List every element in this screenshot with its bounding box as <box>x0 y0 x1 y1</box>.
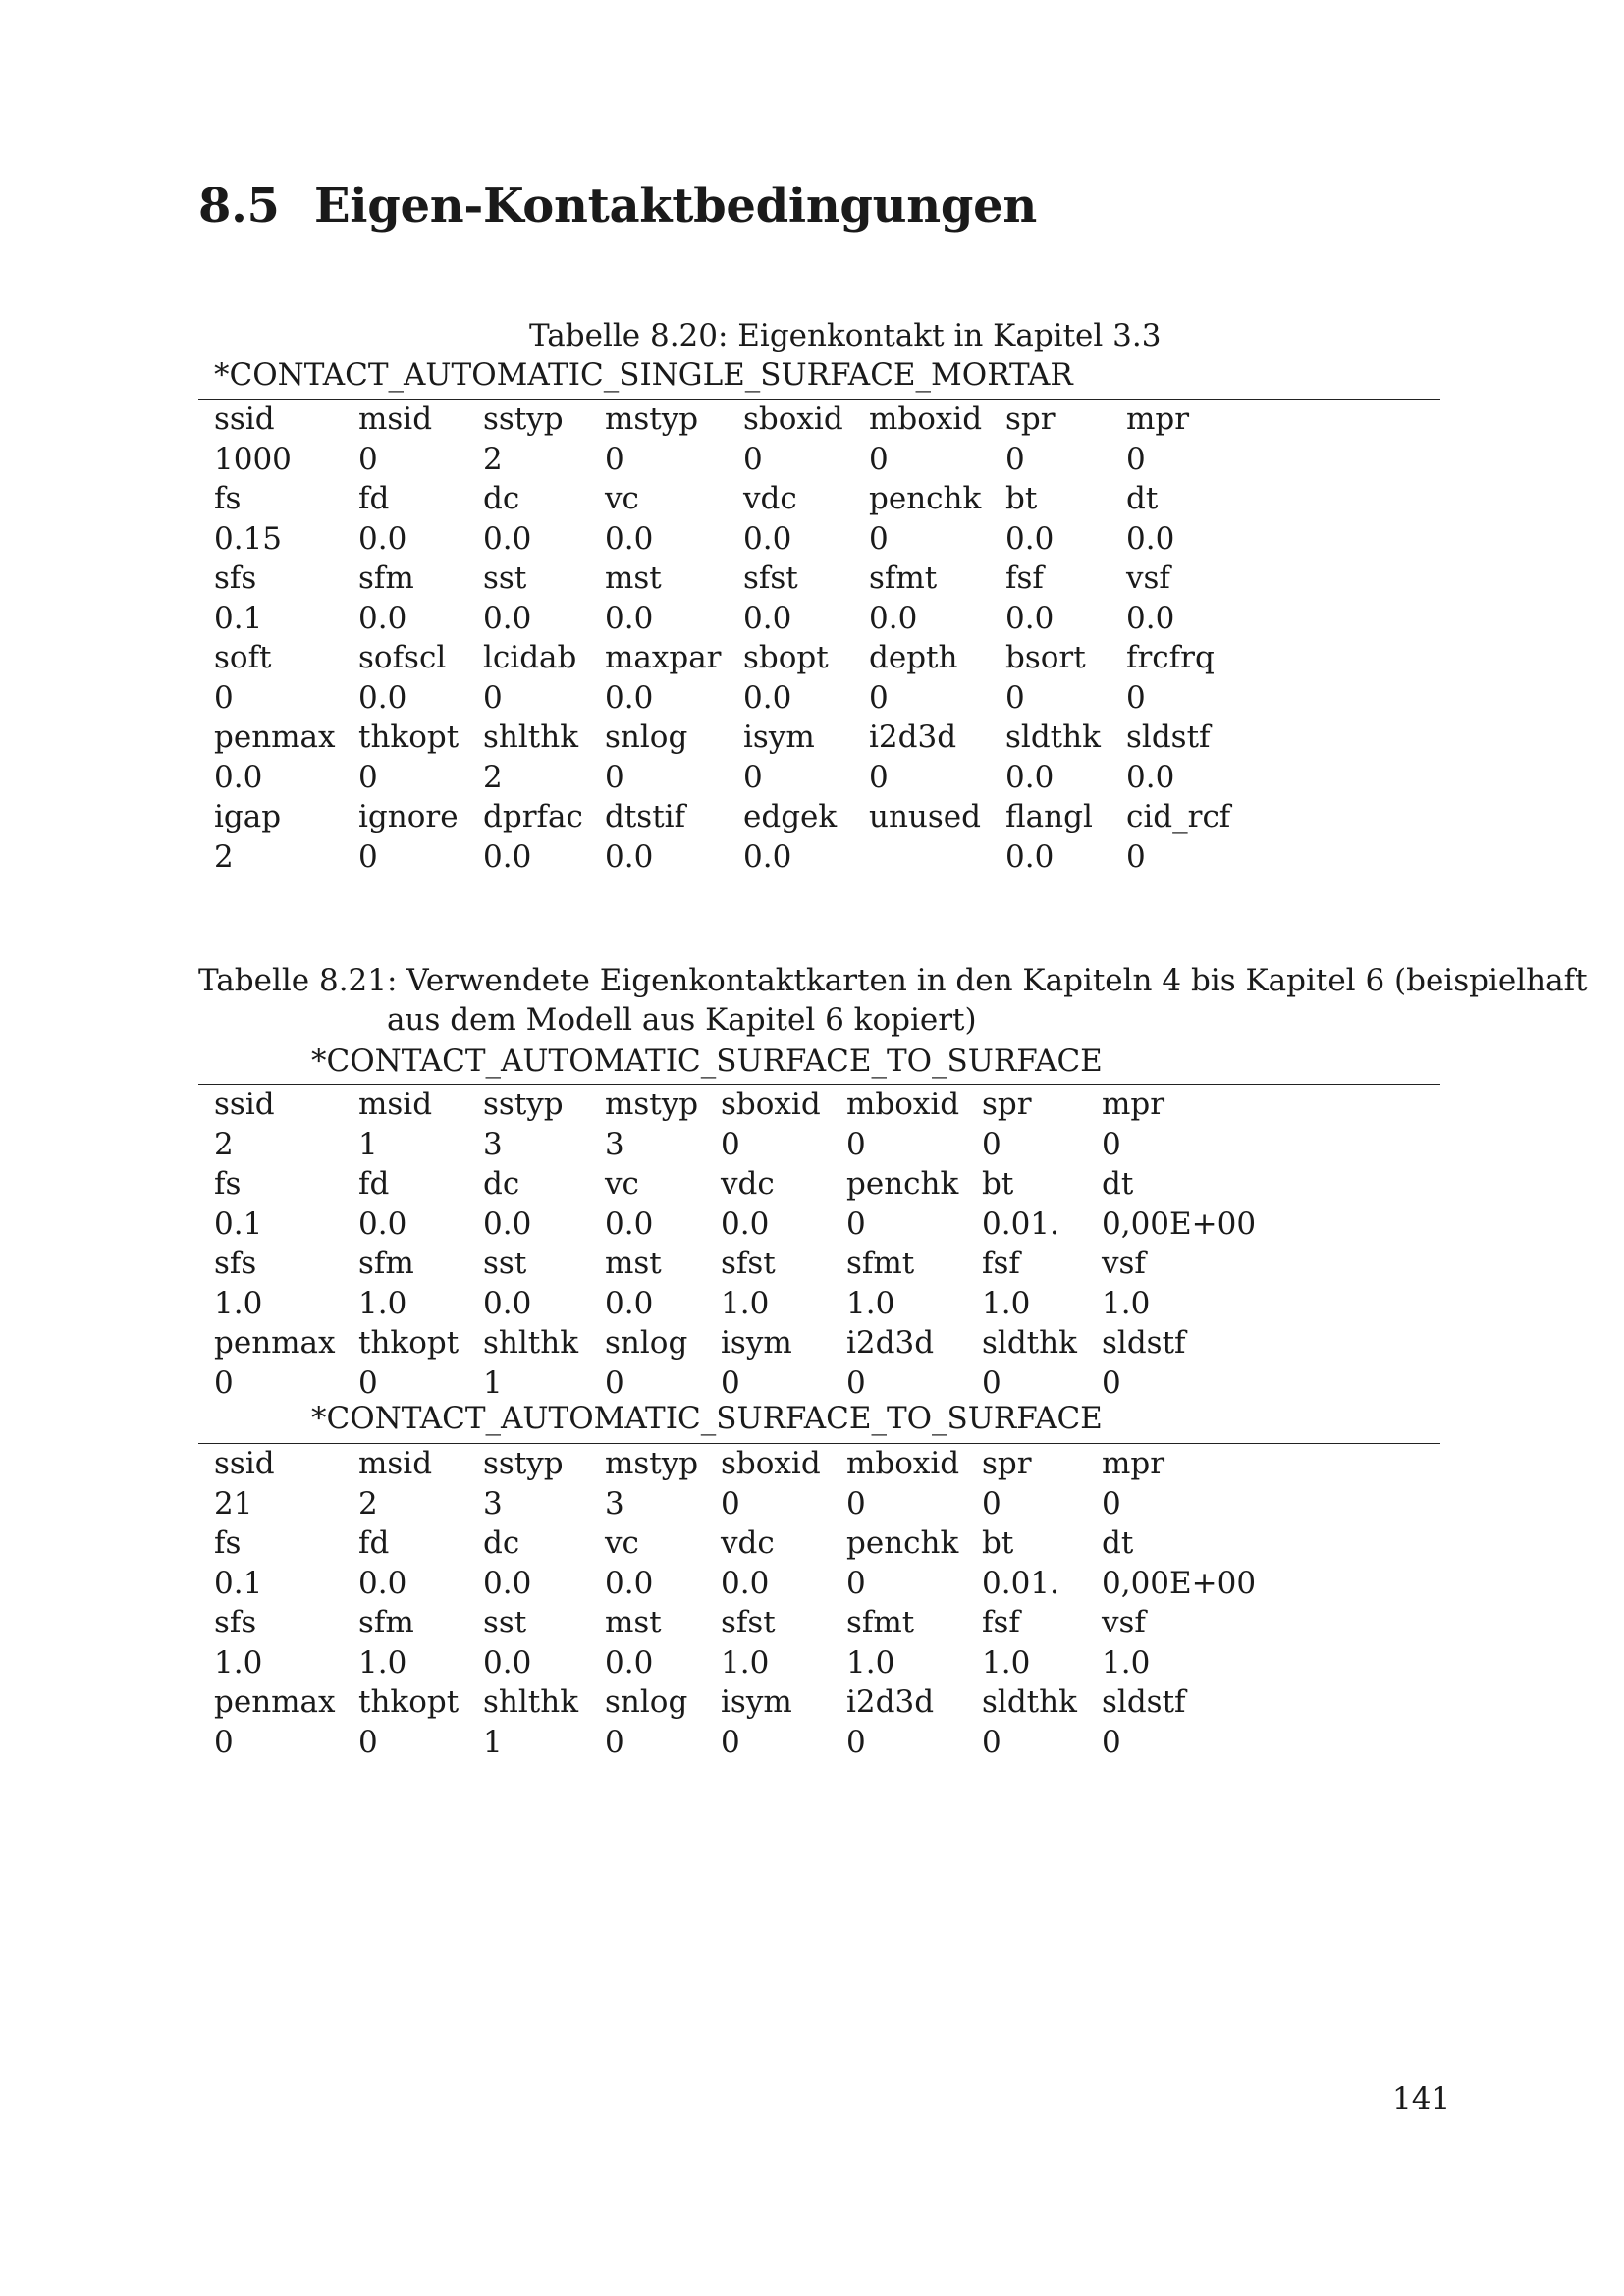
table-cell: 0 <box>846 1364 866 1401</box>
table-cell: igap <box>214 799 282 834</box>
table-cell: dt <box>1102 1166 1134 1201</box>
table-cell: 1 <box>483 1364 503 1401</box>
page-number: 141 <box>1392 2081 1451 2116</box>
table-cell: 3 <box>605 1126 624 1162</box>
table-cell: dtstif <box>605 799 686 834</box>
table-cell: mpr <box>1126 401 1190 437</box>
table-cell: spr <box>982 1087 1032 1122</box>
table-cell: 0 <box>982 1364 1001 1401</box>
table-cell: sboxid <box>743 401 843 437</box>
table-cell: cid_rcf <box>1126 799 1231 834</box>
table-cell: thkopt <box>358 1325 460 1361</box>
table-cell: 0.0 <box>605 1205 654 1242</box>
table-cell: 1.0 <box>214 1644 263 1681</box>
table-cell: 0 <box>1126 838 1146 875</box>
table-cell: sldthk <box>982 1325 1077 1361</box>
table-cell: 0 <box>605 1364 624 1401</box>
table-cell: 0 <box>982 1485 1001 1522</box>
table-cell: fsf <box>982 1246 1020 1281</box>
table-cell: 0 <box>358 759 378 795</box>
table-cell: sldstf <box>1102 1684 1186 1720</box>
table-cell: 0.0 <box>1126 759 1175 795</box>
table-cell: maxpar <box>605 640 722 675</box>
table-cell: flangl <box>1005 799 1093 834</box>
table-cell: depth <box>869 640 958 675</box>
table-cell: snlog <box>605 1684 688 1720</box>
table-cell: sfs <box>214 561 257 596</box>
table-cell: i2d3d <box>846 1684 935 1720</box>
table-cell: 0.0 <box>358 520 407 557</box>
table-cell: 1000 <box>214 441 292 477</box>
table-cell: dc <box>483 1166 520 1201</box>
table-cell: ssid <box>214 1446 275 1481</box>
table-cell: 0 <box>846 1485 866 1522</box>
table-cell: 1.0 <box>1102 1644 1151 1681</box>
table-cell: ignore <box>358 799 459 834</box>
table-cell: sfm <box>358 1246 414 1281</box>
table-cell: bt <box>982 1525 1014 1561</box>
table-cell: dt <box>1126 481 1159 516</box>
table-cell: mst <box>605 1605 662 1640</box>
table-cell: 0.0 <box>483 1644 532 1681</box>
table-cell: 0 <box>1102 1485 1121 1522</box>
table-cell: 1.0 <box>982 1285 1031 1321</box>
table-cell: 0.1 <box>214 1565 263 1601</box>
table-cell: ssid <box>214 401 275 437</box>
table-cell: 0 <box>869 759 889 795</box>
table-cell: 0 <box>846 1724 866 1760</box>
table-cell: 0.0 <box>743 600 792 636</box>
table-cell: vdc <box>721 1525 775 1561</box>
table-cell: snlog <box>605 720 688 755</box>
table-cell: sldstf <box>1102 1325 1186 1361</box>
table-cell: 0.0 <box>605 600 654 636</box>
table-cell: mstyp <box>605 1087 699 1122</box>
table-cell: soft <box>214 640 272 675</box>
table-cell: snlog <box>605 1325 688 1361</box>
table-cell: 3 <box>483 1126 503 1162</box>
table-cell: 0.0 <box>1126 520 1175 557</box>
table-cell: mpr <box>1102 1446 1165 1481</box>
table-cell: 0 <box>1005 441 1025 477</box>
table-cell: 0 <box>483 679 503 716</box>
table-cell: 1 <box>483 1724 503 1760</box>
table-cell: sfst <box>743 561 798 596</box>
table-cell: 0.0 <box>358 600 407 636</box>
table-cell: 0 <box>605 441 624 477</box>
table-cell: 0 <box>214 1364 234 1401</box>
table-cell: 0.0 <box>605 1285 654 1321</box>
table-cell: 0 <box>743 441 763 477</box>
table-cell: penmax <box>214 1684 336 1720</box>
table-cell: 0 <box>869 520 889 557</box>
table-cell: 0.0 <box>483 520 532 557</box>
table-cell: 2 <box>358 1485 378 1522</box>
table-cell: penchk <box>846 1525 959 1561</box>
table-cell: 0.0 <box>358 1565 407 1601</box>
table-cell: 0.0 <box>358 679 407 716</box>
table-cell: 0 <box>605 759 624 795</box>
section-number: 8.5 <box>198 179 280 234</box>
table-cell: fsf <box>982 1605 1020 1640</box>
table-cell: penchk <box>869 481 982 516</box>
table-cell: sfmt <box>846 1605 915 1640</box>
table-cell: spr <box>982 1446 1032 1481</box>
table-cell: 0.0 <box>721 1205 770 1242</box>
section-title: Eigen-Kontaktbedingungen <box>314 179 1037 234</box>
table-cell: dprfac <box>483 799 583 834</box>
table-cell: 0.0 <box>605 679 654 716</box>
table-cell: vdc <box>743 481 797 516</box>
table-cell: 0 <box>1102 1724 1121 1760</box>
table-cell: vc <box>605 1166 639 1201</box>
table-cell: 0 <box>869 441 889 477</box>
table-cell: fd <box>358 1166 390 1201</box>
table-cell: 0.0 <box>483 838 532 875</box>
table-cell: sldstf <box>1126 720 1211 755</box>
table-cell: 0.15 <box>214 520 283 557</box>
table-cell: 0 <box>1126 679 1146 716</box>
table-cell: 1.0 <box>721 1644 770 1681</box>
table-cell: 0 <box>358 838 378 875</box>
table-cell: mstyp <box>605 401 699 437</box>
table-cell: sst <box>483 1605 527 1640</box>
table-cell: 0.0 <box>214 759 263 795</box>
table-cell: 0 <box>1126 441 1146 477</box>
table-cell: 1.0 <box>846 1285 895 1321</box>
table2-caption-line2: aus dem Modell aus Kapitel 6 kopiert) <box>387 1002 977 1038</box>
table-cell: shlthk <box>483 1684 578 1720</box>
table-cell: 1 <box>358 1126 378 1162</box>
table-cell: 0.0 <box>869 600 918 636</box>
table-cell: 0.0 <box>605 1644 654 1681</box>
table-cell: fs <box>214 1525 242 1561</box>
table-cell: bsort <box>1005 640 1086 675</box>
table-cell: fs <box>214 481 242 516</box>
table-cell: fsf <box>1005 561 1044 596</box>
table-cell: 0 <box>846 1205 866 1242</box>
table-cell: 0 <box>869 679 889 716</box>
table-cell: 0 <box>1102 1126 1121 1162</box>
table-cell: 0.0 <box>1005 520 1055 557</box>
table-cell: 0.01. <box>982 1565 1059 1601</box>
table-cell: 2 <box>214 1126 234 1162</box>
table-cell: sofscl <box>358 640 447 675</box>
table-cell: 0.0 <box>1005 600 1055 636</box>
table-cell: 0.0 <box>1005 759 1055 795</box>
table-cell: 0 <box>721 1724 740 1760</box>
table-cell: edgek <box>743 799 838 834</box>
table-cell: penmax <box>214 1325 336 1361</box>
table-cell: vsf <box>1126 561 1170 596</box>
table-cell: sstyp <box>483 1446 564 1481</box>
table-cell: 0.0 <box>721 1565 770 1601</box>
table-cell: sfm <box>358 1605 414 1640</box>
table-cell: dt <box>1102 1525 1134 1561</box>
table-cell: dc <box>483 1525 520 1561</box>
table-cell: mst <box>605 561 662 596</box>
table-cell: shlthk <box>483 1325 578 1361</box>
table-cell: sbopt <box>743 640 829 675</box>
table-cell: 0.0 <box>483 1205 532 1242</box>
table-cell: 1.0 <box>1102 1285 1151 1321</box>
table-cell: sfst <box>721 1246 776 1281</box>
table-cell: isym <box>721 1325 792 1361</box>
table-cell: 1.0 <box>358 1644 407 1681</box>
table-cell: penchk <box>846 1166 959 1201</box>
table-cell: fs <box>214 1166 242 1201</box>
table-cell: bt <box>1005 481 1038 516</box>
table-cell: isym <box>743 720 815 755</box>
table-cell: sfs <box>214 1605 257 1640</box>
table-cell: spr <box>1005 401 1056 437</box>
table-cell: 0 <box>846 1126 866 1162</box>
table-cell: 0 <box>358 441 378 477</box>
table-cell: 0.01. <box>982 1205 1059 1242</box>
table-cell: sboxid <box>721 1087 821 1122</box>
table-cell: 1.0 <box>358 1285 407 1321</box>
table-cell: sboxid <box>721 1446 821 1481</box>
table-cell: sldthk <box>982 1684 1077 1720</box>
table-cell: 0.0 <box>1126 600 1175 636</box>
table-cell: sstyp <box>483 1087 564 1122</box>
table-cell: 3 <box>483 1485 503 1522</box>
table-cell: sfmt <box>869 561 938 596</box>
table-cell: sst <box>483 561 527 596</box>
table-cell: thkopt <box>358 720 460 755</box>
table-cell: sstyp <box>483 401 564 437</box>
table-cell: 1.0 <box>214 1285 263 1321</box>
table-cell: i2d3d <box>869 720 957 755</box>
table-cell: frcfrq <box>1126 640 1215 675</box>
table-cell: mboxid <box>846 1446 960 1481</box>
table-cell: 0.0 <box>743 838 792 875</box>
table-cell: vsf <box>1102 1246 1146 1281</box>
table-cell: ssid <box>214 1087 275 1122</box>
table-cell: shlthk <box>483 720 578 755</box>
table-cell: i2d3d <box>846 1325 935 1361</box>
table-cell: bt <box>982 1166 1014 1201</box>
table-cell: 0 <box>982 1126 1001 1162</box>
table-cell: vdc <box>721 1166 775 1201</box>
table-cell: mpr <box>1102 1087 1165 1122</box>
table-cell: vc <box>605 1525 639 1561</box>
table-cell: mboxid <box>846 1087 960 1122</box>
table-cell: isym <box>721 1684 792 1720</box>
table-cell: unused <box>869 799 981 834</box>
table-cell: 1.0 <box>721 1285 770 1321</box>
table-cell: 0 <box>721 1485 740 1522</box>
table-cell: 0 <box>721 1364 740 1401</box>
table-cell: 0 <box>1005 679 1025 716</box>
table-cell: 21 <box>214 1485 253 1522</box>
table-cell: 0.0 <box>605 1565 654 1601</box>
table-cell: 0,00E+00 <box>1102 1205 1257 1242</box>
table-cell: 2 <box>483 441 503 477</box>
table-cell: 0 <box>846 1565 866 1601</box>
table-cell: fd <box>358 1525 390 1561</box>
table-cell: 0 <box>214 1724 234 1760</box>
table-cell: msid <box>358 401 433 437</box>
table-cell: 0 <box>743 759 763 795</box>
table-cell: 0.0 <box>483 1565 532 1601</box>
table-cell: 3 <box>605 1485 624 1522</box>
table-cell: 0.0 <box>358 1205 407 1242</box>
table-cell: sfmt <box>846 1246 915 1281</box>
section-heading <box>198 181 1037 233</box>
table-cell: 1.0 <box>982 1644 1031 1681</box>
table-cell: lcidab <box>483 640 577 675</box>
table-cell: 0.0 <box>1005 838 1055 875</box>
table1-caption: Tabelle 8.20: Eigenkontakt in Kapitel 3.3 <box>529 318 1162 353</box>
table-cell: 0.0 <box>743 679 792 716</box>
table-cell: sfm <box>358 561 414 596</box>
table-cell: mstyp <box>605 1446 699 1481</box>
table-cell: 2 <box>214 838 234 875</box>
table-cell: 0 <box>214 679 234 716</box>
table2-block1-keyword: *CONTACT_AUTOMATIC_SURFACE_TO_SURFACE <box>311 1043 1103 1079</box>
table-cell: sfs <box>214 1246 257 1281</box>
table-cell: sfst <box>721 1605 776 1640</box>
table2-caption-line1: Tabelle 8.21: Verwendete Eigenkontaktkarten in den Kapiteln 4 bis Kapitel 6 (beispielhaft <box>198 963 1588 998</box>
table2-block2-keyword: *CONTACT_AUTOMATIC_SURFACE_TO_SURFACE <box>311 1401 1103 1436</box>
table-cell: sst <box>483 1246 527 1281</box>
table-cell: 0.0 <box>483 1285 532 1321</box>
table-cell: mst <box>605 1246 662 1281</box>
table-cell: vsf <box>1102 1605 1146 1640</box>
table-cell: 0 <box>358 1724 378 1760</box>
table-cell: 0 <box>721 1126 740 1162</box>
table-cell: 0.0 <box>605 838 654 875</box>
table-cell: sldthk <box>1005 720 1101 755</box>
table-cell: fd <box>358 481 390 516</box>
table-cell: 0 <box>358 1364 378 1401</box>
table-cell: penmax <box>214 720 336 755</box>
table-cell: 0.1 <box>214 1205 263 1242</box>
table-cell: thkopt <box>358 1684 460 1720</box>
table-cell: 0.0 <box>743 520 792 557</box>
table-cell: 0,00E+00 <box>1102 1565 1257 1601</box>
table-cell: msid <box>358 1087 433 1122</box>
table-cell: 0.0 <box>483 600 532 636</box>
table-cell: 1.0 <box>846 1644 895 1681</box>
table-cell: vc <box>605 481 639 516</box>
table-cell: 0 <box>1102 1364 1121 1401</box>
table-cell: msid <box>358 1446 433 1481</box>
table-cell: 2 <box>483 759 503 795</box>
table-cell: 0.0 <box>605 520 654 557</box>
table-cell: 0 <box>982 1724 1001 1760</box>
table-cell: 0 <box>605 1724 624 1760</box>
table-cell: dc <box>483 481 520 516</box>
table-cell: mboxid <box>869 401 983 437</box>
table-cell: 0.1 <box>214 600 263 636</box>
table1-keyword: *CONTACT_AUTOMATIC_SINGLE_SURFACE_MORTAR <box>214 357 1073 393</box>
